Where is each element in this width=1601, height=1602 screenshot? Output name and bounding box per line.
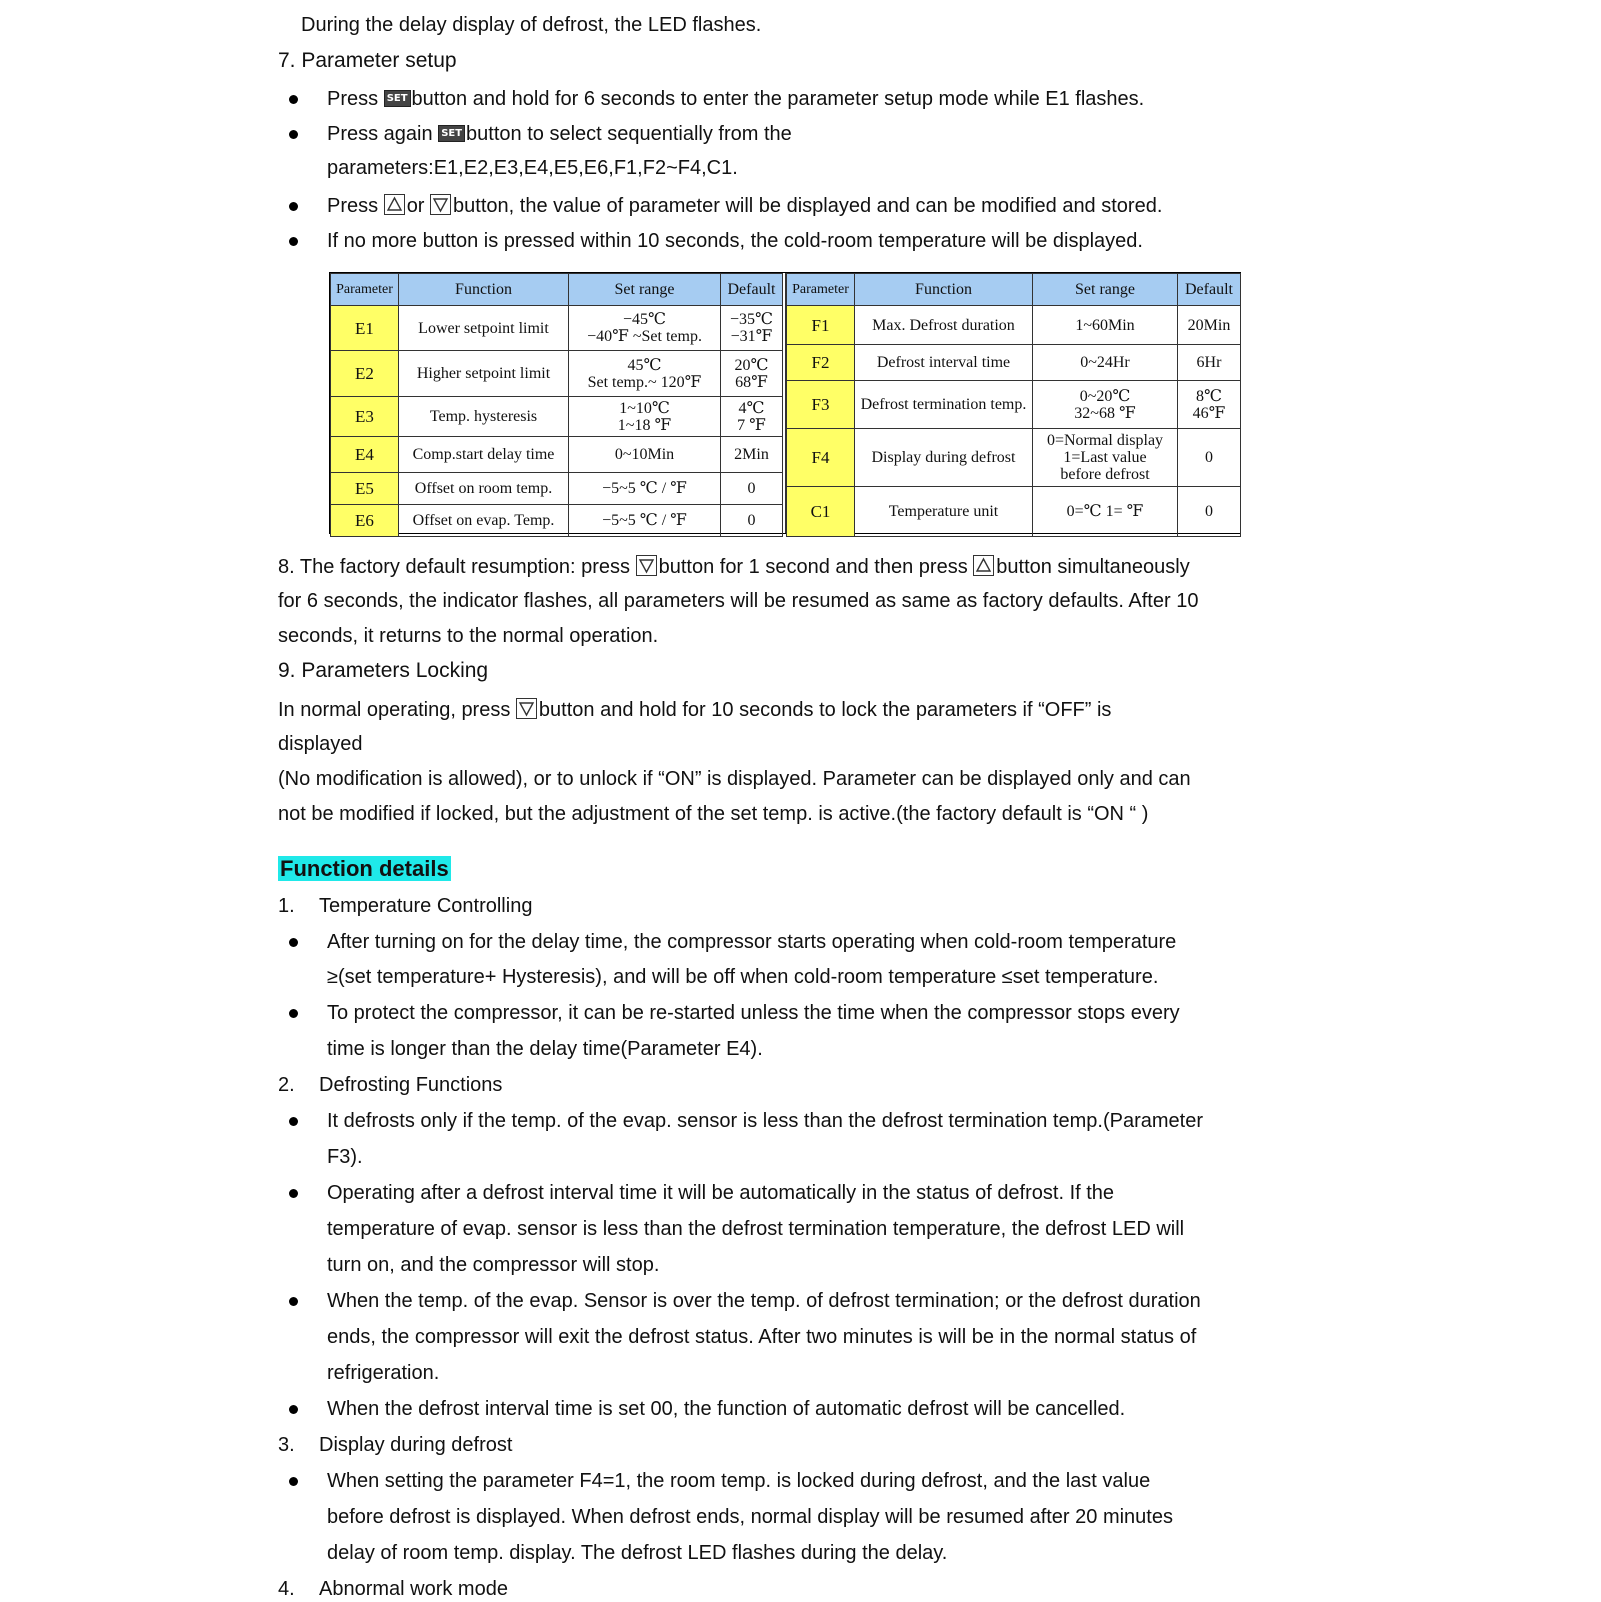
col-header-function: Function [855, 274, 1033, 306]
table-row [331, 437, 783, 473]
table-left-half [330, 273, 782, 533]
param-default-line: 2Min [734, 446, 769, 463]
item-3-number: 3. [278, 1434, 295, 1456]
item-2-bullet-1: It defrosts only if the temp. of the evap. sensor is less than the defrost termination temp.(Parameter [327, 1110, 1203, 1132]
item-4-number: 4. [278, 1578, 295, 1600]
item-1-bullet-1: After turning on for the delay time, the compressor starts operating when cold-room temperature [327, 931, 1177, 953]
intro-line: During the delay display of defrost, the LED flashes. [301, 14, 762, 36]
param-default [721, 437, 783, 473]
item-1-bullet-1-cont: ≥(set temperature+ Hysteresis), and will be off when cold-room temperature ≤set temperature. [327, 966, 1159, 988]
param-range-line: 1~18 ℉ [617, 416, 672, 434]
param-range-line: 0=℃ 1= ℉ [1066, 503, 1144, 520]
section-9-line-4: not be modified if locked, but the adjustment of the set temp. is active.(the factory default is “ON “ ) [278, 803, 1149, 825]
item-2-bullet-3: When the temp. of the evap. Sensor is over the temp. of defrost termination; or the defrost duration [327, 1290, 1201, 1312]
section-9-heading: 9. Parameters Locking [278, 659, 489, 682]
item-2-bullet-2-cont-2: turn on, and the compressor will stop. [327, 1254, 660, 1276]
param-range [569, 505, 721, 537]
param-range [569, 351, 721, 397]
item-2-bullet-1-cont: F3). [327, 1146, 363, 1168]
param-default [1178, 306, 1241, 345]
col-header-default: Default [1178, 274, 1241, 306]
down-button-icon [430, 194, 451, 215]
table-right-half [786, 273, 1240, 533]
param-code: C1 [787, 487, 855, 537]
param-range-line: −5~5 ℃ / ℉ [602, 512, 687, 529]
param-default-line: 20℃ [734, 356, 769, 374]
param-default-line: 46℉ [1192, 404, 1226, 422]
param-code: E3 [331, 397, 399, 437]
item-2-bullet-3-cont-1: ends, the compressor will exit the defrost status. After two minutes is will be in the normal status of [327, 1326, 1197, 1348]
text: button and hold for 6 seconds to enter the parameter setup mode while E1 flashes. [411, 88, 1145, 110]
param-default-line: −35℃ [730, 311, 773, 328]
table-row [787, 381, 1241, 429]
item-2-bullet-4: When the defrost interval time is set 00, the function of automatic defrost will be cancelled. [327, 1398, 1126, 1420]
item-1-heading: Temperature Controlling [319, 895, 533, 917]
param-range [569, 437, 721, 473]
down-button-icon [516, 698, 537, 719]
item-3-bullet-1: When setting the parameter F4=1, the room temp. is locked during defrost, and the last value [327, 1470, 1151, 1492]
param-code: E5 [331, 473, 399, 505]
param-default-line: 0 [1205, 503, 1213, 520]
highlighted-title: Function details [280, 856, 449, 881]
param-function: Higher setpoint limit [399, 351, 569, 397]
param-default-line: 20Min [1187, 316, 1231, 334]
param-default-line: 0 [1205, 449, 1213, 466]
item-3-bullet-1-cont-2: delay of room temp. display. The defrost LED flashes during the delay. [327, 1542, 948, 1564]
param-range-line: 1=Last value [1063, 449, 1147, 466]
col-header-parameter: Parameter [331, 274, 399, 306]
param-default-line: 6Hr [1196, 354, 1222, 371]
param-code: F4 [787, 429, 855, 487]
item-2-bullet-2-cont-1: temperature of evap. sensor is less than the defrost termination temperature, the defrost LED will [327, 1218, 1185, 1240]
param-function: Max. Defrost duration [855, 306, 1033, 345]
section-9-line-2: displayed [278, 733, 363, 755]
section-7-heading: 7. Parameter setup [278, 49, 457, 72]
set-button-icon: SET [438, 125, 465, 142]
param-range-line: before defrost [1060, 466, 1150, 483]
text: Press again [327, 123, 433, 145]
text: In normal operating, press [278, 699, 511, 721]
text: button to select sequentially from the [466, 123, 792, 145]
col-header-default: Default [721, 274, 783, 306]
param-default [721, 397, 783, 437]
item-3-heading: Display during defrost [319, 1434, 513, 1456]
item-2-bullet-2: Operating after a defrost interval time it will be automatically in the status of defrost. If the [327, 1182, 1115, 1204]
param-function: Display during defrost [855, 429, 1033, 487]
param-default [721, 505, 783, 537]
text: Press [327, 88, 379, 110]
up-button-icon [973, 555, 994, 576]
section-8-line-3: seconds, it returns to the normal operation. [278, 625, 659, 647]
param-default-line: 8℃ [1196, 387, 1222, 405]
param-default-line: −31℉ [730, 328, 773, 345]
text: or [406, 195, 425, 217]
item-2-heading: Defrosting Functions [319, 1074, 503, 1096]
param-code: F1 [787, 306, 855, 345]
param-range-line: 0=Normal display [1046, 432, 1164, 449]
param-range [1033, 381, 1178, 429]
item-1-bullet-2-cont: time is longer than the delay time(Parameter E4). [327, 1038, 763, 1060]
col-header-set-range: Set range [569, 274, 721, 306]
table-row [787, 487, 1241, 537]
param-function: Defrost termination temp. [855, 381, 1033, 429]
param-range [1033, 345, 1178, 381]
section-8-line-2: for 6 seconds, the indicator flashes, all parameters will be resumed as same as factory defaults. After 10 [278, 590, 1199, 612]
param-range-line: 1~60Min [1075, 316, 1135, 334]
param-function: Offset on room temp. [399, 473, 569, 505]
param-range-line: 1~10℃ [619, 399, 670, 417]
text: 8. The factory default resumption: press [278, 556, 631, 578]
col-header-function: Function [399, 274, 569, 306]
param-default-line: 4℃ [738, 399, 765, 417]
function-details-title [278, 856, 451, 883]
param-range-line: −45℃ [623, 311, 666, 328]
param-default [1178, 345, 1241, 381]
text: button and hold for 10 seconds to lock the parameters if “OFF” is [538, 699, 1112, 721]
bullet-modify-value [327, 193, 1162, 219]
table-row [331, 351, 783, 397]
down-button-icon [636, 555, 657, 576]
param-range-line: 32~68 ℉ [1074, 404, 1136, 422]
set-button-icon: SET [384, 90, 411, 107]
section-8-line-1 [278, 554, 1190, 580]
param-range [569, 397, 721, 437]
param-range [569, 306, 721, 351]
item-2-number: 2. [278, 1074, 295, 1096]
table-row [331, 397, 783, 437]
param-function: Temp. hysteresis [399, 397, 569, 437]
param-default [721, 306, 783, 351]
param-function: Lower setpoint limit [399, 306, 569, 351]
bullet-select-params [327, 121, 792, 147]
table-row [787, 306, 1241, 345]
text: button, the value of parameter will be displayed and can be modified and stored. [453, 195, 1163, 217]
param-range-line: −40℉ ~Set temp. [587, 328, 702, 345]
item-1-bullet-2: To protect the compressor, it can be re-started unless the time when the compressor stops every [327, 1002, 1180, 1024]
text: button simultaneously [996, 556, 1190, 578]
param-default [1178, 381, 1241, 429]
param-code: E2 [331, 351, 399, 397]
table-row [787, 429, 1241, 487]
item-2-bullet-3-cont-2: refrigeration. [327, 1362, 440, 1384]
param-range-line: 0~10Min [614, 446, 675, 463]
param-default [721, 473, 783, 505]
param-function: Comp.start delay time [399, 437, 569, 473]
param-default-line: 0 [747, 480, 756, 497]
param-default-line: 7 ℉ [737, 416, 766, 434]
text: Press [327, 195, 379, 217]
param-range-line: Set temp.~ 120℉ [587, 373, 702, 391]
table-row [331, 505, 783, 537]
bullet-enter-setup [327, 86, 1144, 112]
text: button for 1 second and then press [658, 556, 968, 578]
param-default [1178, 429, 1241, 487]
up-button-icon [384, 194, 405, 215]
param-range-line: 0~20℃ [1079, 387, 1131, 405]
section-9-line-3: (No modification is allowed), or to unlock if “ON” is displayed. Parameter can be displayed only and can [278, 768, 1191, 790]
param-code: E4 [331, 437, 399, 473]
param-default [721, 351, 783, 397]
item-3-bullet-1-cont-1: before defrost is displayed. When defrost ends, normal display will be resumed after 20 minutes [327, 1506, 1173, 1528]
table-row [787, 345, 1241, 381]
table-row [331, 473, 783, 505]
parameter-table [329, 272, 1241, 534]
param-list-line: parameters:E1,E2,E3,E4,E5,E6,F1,F2~F4,C1. [327, 157, 738, 179]
section-9-line-1 [278, 697, 1111, 723]
param-function: Temperature unit [855, 487, 1033, 537]
item-4-heading: Abnormal work mode [319, 1578, 508, 1600]
param-code: F2 [787, 345, 855, 381]
param-range-line: 45℃ [627, 356, 662, 374]
col-header-set-range: Set range [1033, 274, 1178, 306]
param-function: Defrost interval time [855, 345, 1033, 381]
param-code: F3 [787, 381, 855, 429]
param-range-line: 0~24Hr [1080, 354, 1130, 371]
param-code: E1 [331, 306, 399, 351]
param-code: E6 [331, 505, 399, 537]
bullet-timeout: If no more button is pressed within 10 seconds, the cold-room temperature will be displayed. [327, 230, 1143, 252]
table-row [331, 306, 783, 351]
param-default [1178, 487, 1241, 537]
item-1-number: 1. [278, 895, 295, 917]
param-range-line: −5~5 ℃ / ℉ [602, 480, 687, 497]
param-default-line: 68℉ [735, 373, 768, 391]
param-range [1033, 429, 1178, 487]
param-default-line: 0 [747, 512, 756, 529]
param-range [569, 473, 721, 505]
param-function: Offset on evap. Temp. [399, 505, 569, 537]
param-range [1033, 487, 1178, 537]
col-header-parameter: Parameter [787, 274, 855, 306]
param-range [1033, 306, 1178, 345]
